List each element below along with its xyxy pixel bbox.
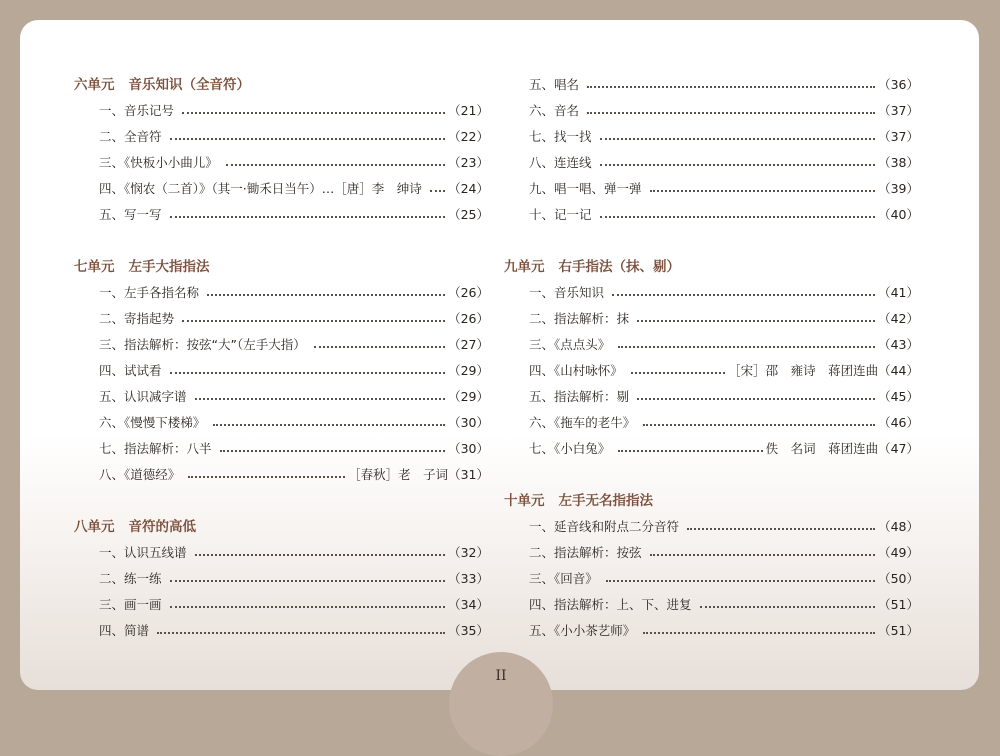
toc-entry-page: （34）	[448, 597, 489, 612]
toc-entry[interactable]	[504, 72, 919, 98]
toc-entry[interactable]	[504, 150, 919, 176]
toc-entry-title: 三、《点点头》	[529, 337, 611, 352]
unit-heading	[504, 254, 919, 280]
toc-entry-page: （33）	[448, 571, 489, 586]
toc-entry-page: （29）	[448, 389, 489, 404]
toc-entry-title: 六、《慢慢下楼梯》	[99, 415, 206, 430]
dot-leader	[430, 188, 445, 192]
dot-leader	[600, 136, 876, 140]
toc-entry-title: 五、唱名	[529, 77, 580, 92]
unit-number: 八单元	[74, 519, 115, 535]
toc-entry[interactable]	[74, 618, 489, 644]
toc-entry-page: （30）	[448, 441, 489, 456]
toc-entry-page: （25）	[448, 207, 489, 222]
toc-entry[interactable]	[504, 618, 919, 644]
toc-entry-page: （47）	[878, 441, 919, 456]
toc-entry-title: 一、认识五线谱	[99, 545, 187, 560]
toc-entry[interactable]	[504, 410, 919, 436]
toc-entry-title: 八、连连线	[529, 155, 592, 170]
unit-heading	[504, 488, 919, 514]
toc-entry-title: 二、全音符	[99, 129, 162, 144]
toc-entry-title: 十、记一记	[529, 207, 592, 222]
toc-entry-page: （37）	[878, 129, 919, 144]
dot-leader	[226, 162, 445, 166]
dot-leader	[170, 604, 446, 608]
toc-entry-credit: ［春秋］老 子词	[348, 467, 449, 482]
toc-entry-page: （32）	[448, 545, 489, 560]
toc-column-left	[74, 72, 489, 644]
toc-entry-title: 三、《回音》	[529, 571, 598, 586]
toc-entry-page: （51）	[878, 597, 919, 612]
toc-entry[interactable]	[74, 202, 489, 228]
toc-entry[interactable]	[74, 358, 489, 384]
toc-entry-page: （22）	[448, 129, 489, 144]
toc-entry[interactable]	[504, 592, 919, 618]
unit-number: 六单元	[74, 77, 115, 93]
toc-entry-title: 二、指法解析：抹	[529, 311, 630, 326]
toc-entry[interactable]	[74, 592, 489, 618]
toc-entry[interactable]	[74, 540, 489, 566]
toc-entry-title: 三、《快板小小曲儿》	[99, 155, 218, 170]
dot-leader	[220, 448, 446, 452]
toc-entry-title: 一、音乐知识	[529, 285, 605, 300]
unit-title: 右手指法（抹、剔）	[558, 259, 680, 275]
toc-column-right	[504, 72, 919, 644]
toc-entry[interactable]	[74, 124, 489, 150]
toc-entry[interactable]	[504, 514, 919, 540]
toc-entry[interactable]	[74, 566, 489, 592]
toc-entry-title: 二、指法解析：按弦	[529, 545, 642, 560]
toc-entry-page: （43）	[878, 337, 919, 352]
toc-entry-title: 四、《山村咏怀》	[529, 363, 623, 378]
toc-entry-page: （36）	[878, 77, 919, 92]
toc-entry-page: （42）	[878, 311, 919, 326]
dot-leader	[600, 214, 876, 218]
unit-title: 左手无名指指法	[558, 493, 653, 509]
dot-leader	[157, 630, 445, 634]
dot-leader	[637, 396, 875, 400]
toc-entry[interactable]	[74, 436, 489, 462]
unit-number: 九单元	[504, 259, 545, 275]
toc-entry-title: 四、简谱	[99, 623, 150, 638]
dot-leader	[195, 396, 446, 400]
toc-entry[interactable]	[74, 332, 489, 358]
toc-entry[interactable]	[504, 306, 919, 332]
toc-entry-title: 二、寄指起势	[99, 311, 175, 326]
toc-entry-title: 三、画一画	[99, 597, 162, 612]
unit-number: 七单元	[74, 259, 115, 275]
dot-leader	[650, 552, 876, 556]
toc-entry-page: （46）	[878, 415, 919, 430]
dot-leader	[700, 604, 876, 608]
toc-entry[interactable]	[74, 150, 489, 176]
toc-entry-title: 一、延音线和附点二分音符	[529, 519, 680, 534]
dot-leader	[631, 370, 725, 374]
toc-entry-title: 七、找一找	[529, 129, 592, 144]
toc-entry-credit: ［宋］邵 雍诗 蒋团连曲	[728, 363, 879, 378]
toc-entry-title: 五、指法解析：剔	[529, 389, 630, 404]
unit-title: 音乐知识（全音符）	[128, 77, 250, 93]
toc-entry-page: （26）	[448, 285, 489, 300]
dot-leader	[170, 214, 446, 218]
unit-title: 左手大指指法	[128, 259, 210, 275]
toc-entry-title: 七、指法解析：八半	[99, 441, 212, 456]
dot-leader	[182, 318, 445, 322]
toc-entry-page: （23）	[448, 155, 489, 170]
toc-page	[20, 20, 979, 690]
dot-leader	[687, 526, 875, 530]
dot-leader	[606, 578, 875, 582]
toc-entry[interactable]	[504, 280, 919, 306]
toc-entry-page: （49）	[878, 545, 919, 560]
toc-entry-page: （24）	[448, 181, 489, 196]
dot-leader	[637, 318, 875, 322]
toc-entry-title: 二、练一练	[99, 571, 162, 586]
toc-entry-page: （30）	[448, 415, 489, 430]
toc-entry-page: （37）	[878, 103, 919, 118]
toc-entry-title: 四、《悯农（二首）》（其一·锄禾日当午）…［唐］李 绅诗	[99, 181, 422, 196]
toc-entry-page: （48）	[878, 519, 919, 534]
toc-entry[interactable]	[74, 410, 489, 436]
dot-leader	[314, 344, 445, 348]
toc-entry-page: （51）	[878, 623, 919, 638]
toc-entry-title: 一、左手各指名称	[99, 285, 200, 300]
dot-leader	[213, 422, 445, 426]
toc-entry-credit: 佚 名词 蒋团连曲	[765, 441, 879, 456]
toc-entry-title: 九、唱一唱、弹一弹	[529, 181, 642, 196]
dot-leader	[188, 474, 345, 478]
toc-entry[interactable]	[504, 384, 919, 410]
toc-entry-title: 四、指法解析：上、下、进复	[529, 597, 692, 612]
toc-entry[interactable]	[74, 98, 489, 124]
toc-entry-title: 三、指法解析：按弦“大”（左手大指）	[99, 337, 306, 352]
toc-entry[interactable]	[504, 98, 919, 124]
toc-entry-page: （27）	[448, 337, 489, 352]
toc-entry-page: （45）	[878, 389, 919, 404]
toc-entry-title: 一、音乐记号	[99, 103, 175, 118]
toc-entry[interactable]	[504, 358, 919, 384]
toc-entry[interactable]	[74, 176, 489, 202]
toc-entry-title: 五、写一写	[99, 207, 162, 222]
toc-entry-title: 六、《拖车的老牛》	[529, 415, 636, 430]
dot-leader	[600, 162, 876, 166]
toc-entry-title: 五、《小小茶艺师》	[529, 623, 636, 638]
toc-entry-page: （38）	[878, 155, 919, 170]
toc-entry-page: （26）	[448, 311, 489, 326]
unit-title: 音符的高低	[128, 519, 196, 535]
toc-entry-page: （40）	[878, 207, 919, 222]
toc-entry[interactable]	[504, 566, 919, 592]
dot-leader	[587, 110, 875, 114]
dot-leader	[618, 448, 762, 452]
toc-entry[interactable]	[504, 540, 919, 566]
dot-leader	[650, 188, 876, 192]
toc-entry[interactable]	[74, 462, 489, 488]
toc-entry[interactable]	[74, 280, 489, 306]
toc-entry-title: 五、认识减字谱	[99, 389, 187, 404]
toc-entry[interactable]	[504, 124, 919, 150]
dot-leader	[618, 344, 875, 348]
toc-entry-title: 六、音名	[529, 103, 580, 118]
toc-entry-page: （21）	[448, 103, 489, 118]
unit-heading	[74, 514, 489, 540]
dot-leader	[587, 84, 875, 88]
unit-heading	[74, 254, 489, 280]
dot-leader	[207, 292, 445, 296]
dot-leader	[643, 422, 875, 426]
unit-heading	[74, 72, 489, 98]
toc-entry-page: （39）	[878, 181, 919, 196]
dot-leader	[170, 136, 446, 140]
dot-leader	[195, 552, 446, 556]
toc-entry-page: （44）	[878, 363, 919, 378]
toc-entry-page: （41）	[878, 285, 919, 300]
toc-entry-page: （29）	[448, 363, 489, 378]
page-number: II	[495, 668, 507, 684]
unit-number: 十单元	[504, 493, 545, 509]
toc-entry[interactable]	[504, 436, 919, 462]
dot-leader	[612, 292, 875, 296]
toc-entry-page: （35）	[448, 623, 489, 638]
toc-entry[interactable]	[504, 332, 919, 358]
toc-entry[interactable]	[504, 202, 919, 228]
dot-leader	[182, 110, 445, 114]
toc-entry[interactable]	[74, 306, 489, 332]
toc-entry-page: （50）	[878, 571, 919, 586]
toc-entry[interactable]	[74, 384, 489, 410]
toc-entry-title: 八、《道德经》	[99, 467, 181, 482]
toc-entry-page: （31）	[448, 467, 489, 482]
dot-leader	[170, 370, 446, 374]
dot-leader	[643, 630, 875, 634]
toc-entry-title: 七、《小白兔》	[529, 441, 611, 456]
toc-entry-title: 四、试试看	[99, 363, 162, 378]
dot-leader	[170, 578, 446, 582]
toc-entry[interactable]	[504, 176, 919, 202]
